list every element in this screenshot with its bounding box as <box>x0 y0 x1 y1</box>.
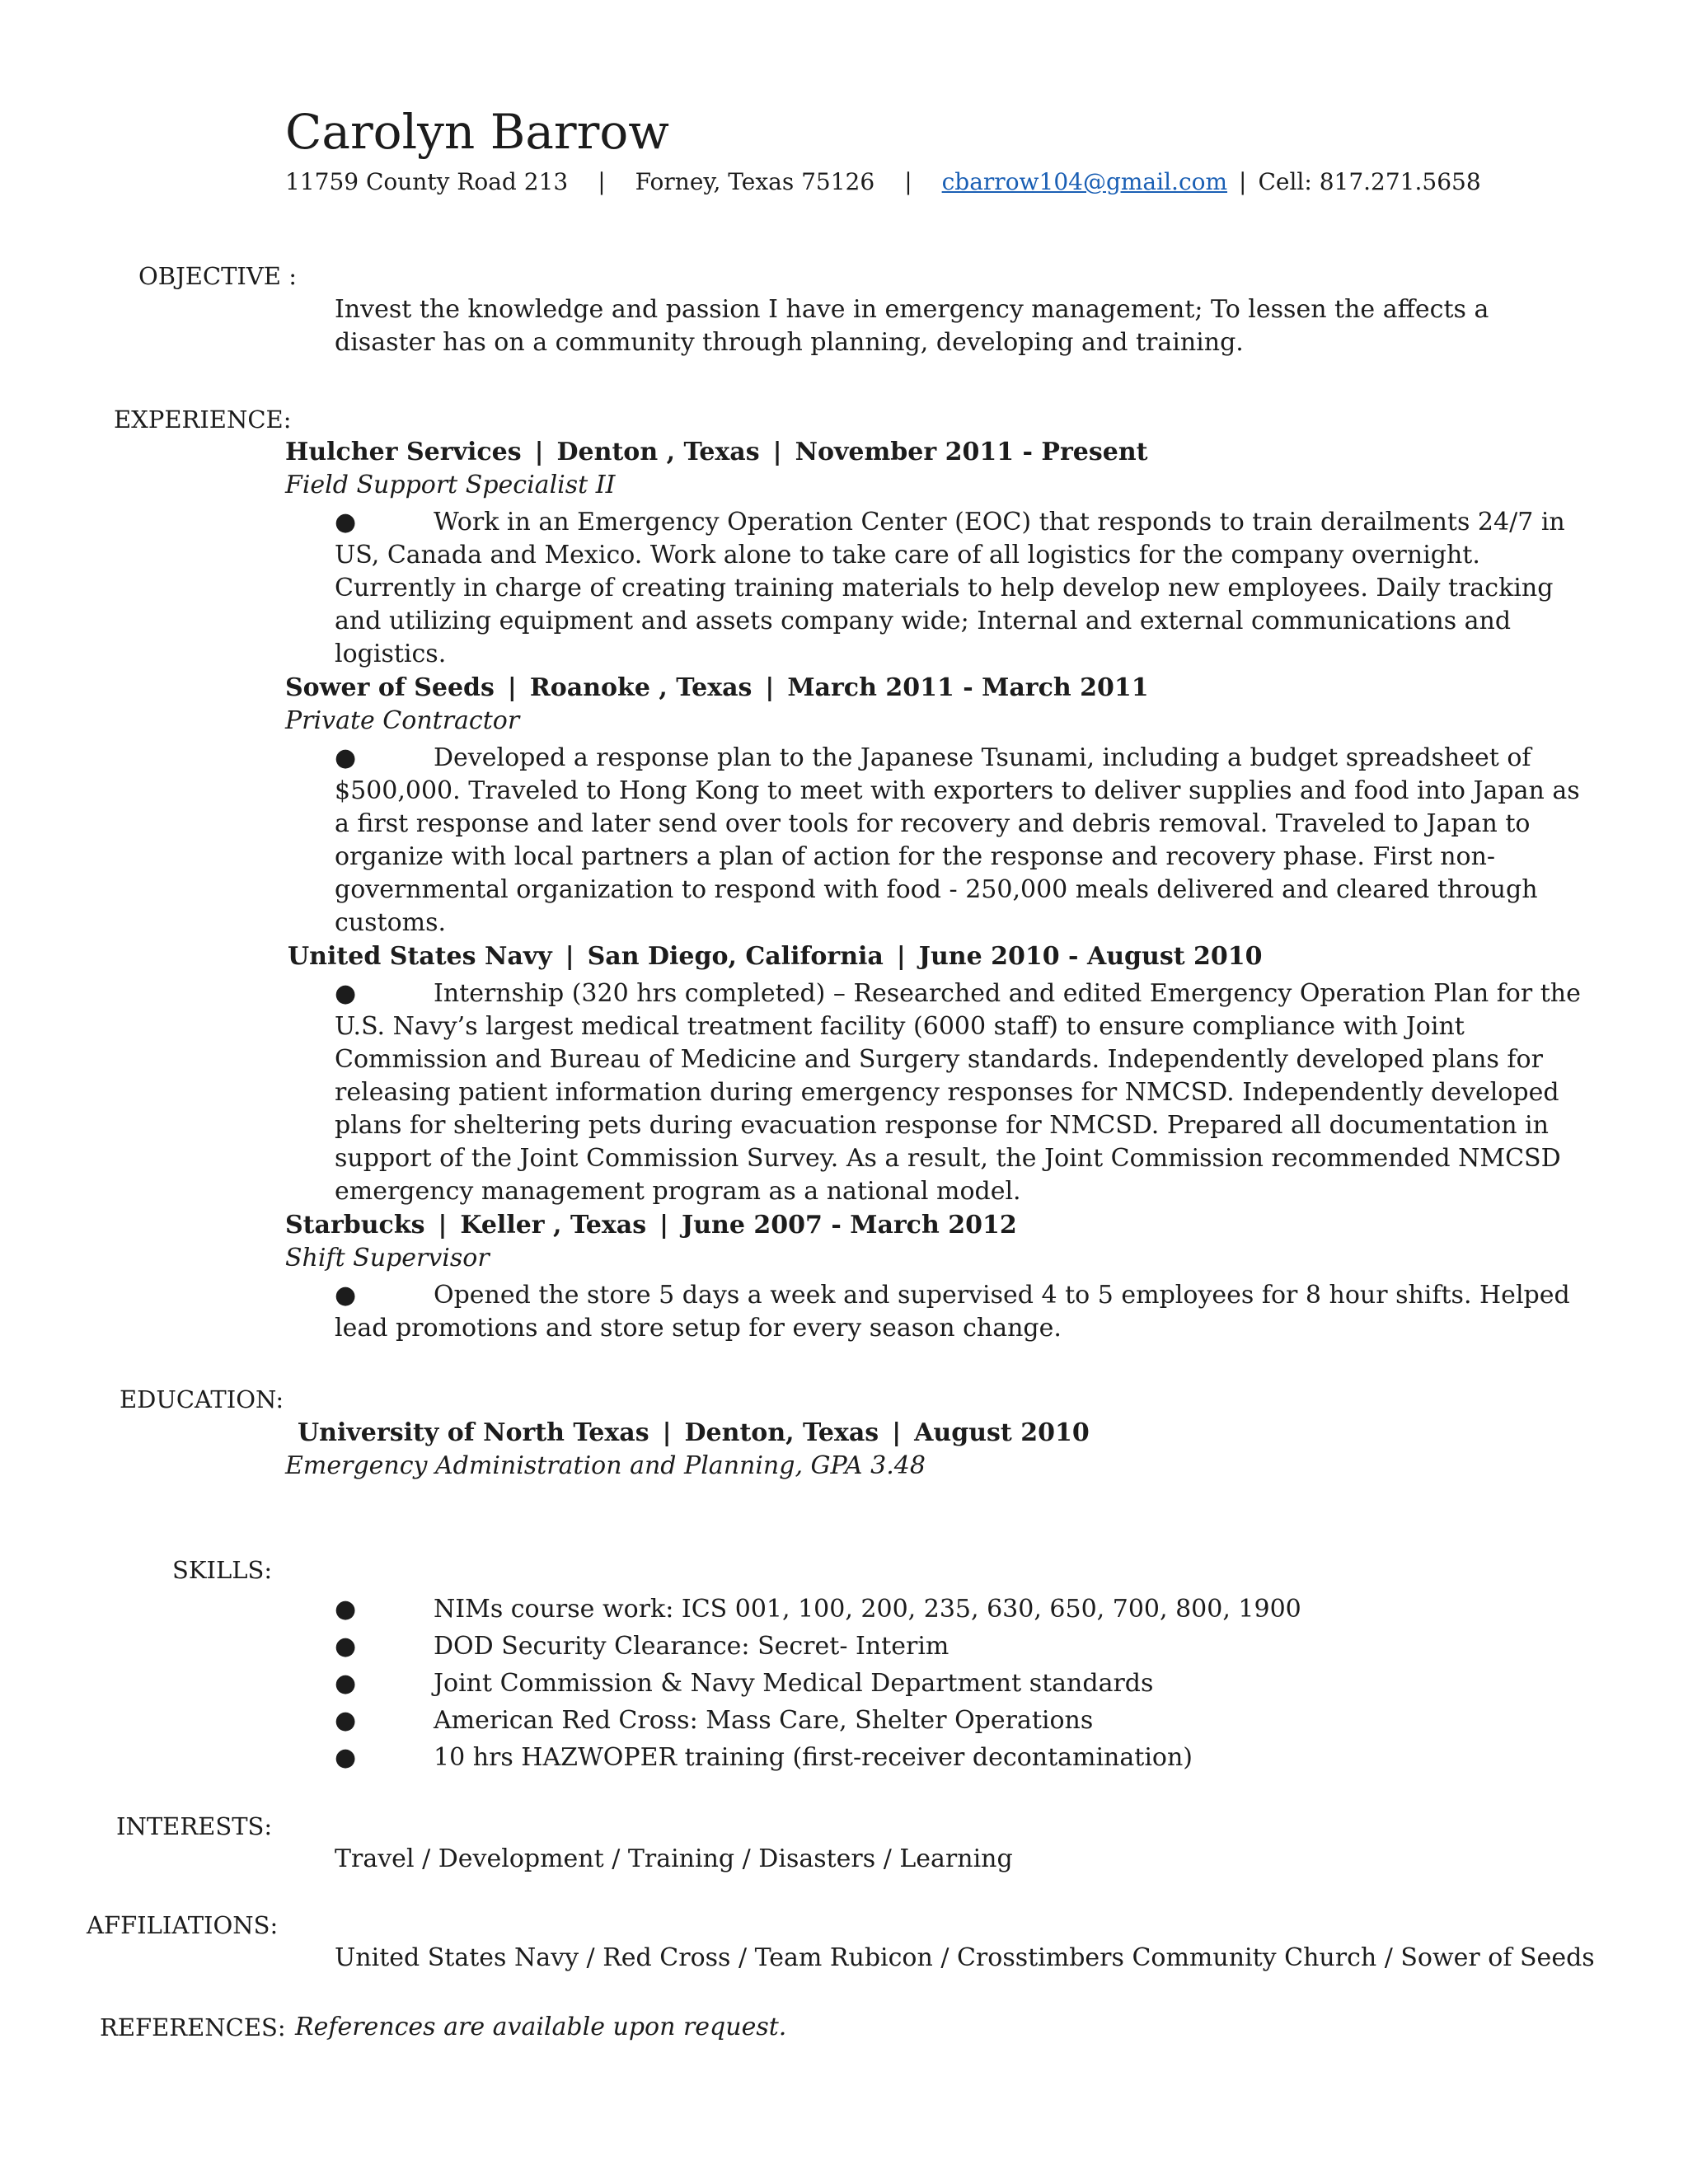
location: San Diego, California <box>587 942 884 971</box>
skills-heading: SKILLS: <box>172 1556 273 1584</box>
affiliations-heading: AFFILIATIONS: <box>87 1911 279 1939</box>
job-heading <box>285 436 1148 469</box>
job-description <box>335 506 1587 671</box>
location: Keller , Texas <box>460 1211 647 1240</box>
skill-text: DOD Security Clearance: Secret- Interim <box>434 1632 950 1661</box>
separator: | <box>659 1211 669 1240</box>
education-heading-line <box>298 1417 1090 1450</box>
separator: | <box>565 942 574 971</box>
company: Sower of Seeds <box>285 673 495 702</box>
description-text: Internship (320 hrs completed) – Researched and edited Emergency Operation Plan for the U.S. Navy’s largest medical treatment facility (6000 staff) to ensure compliance with Joint Commission and Bureau of Medicine and Surgery standards. Independently developed plans for releasing patient information during emergency responses for NMCSD. Independently developed plans for sheltering pets during evacuation response for NMCSD. Prepared all documentation in support of the Joint Commission Survey. As a result, the Joint Commission recommended NMCSD emergency management program as a national model. <box>335 979 1581 1206</box>
references-text: References are available upon request. <box>295 2013 787 2041</box>
education-heading: EDUCATION: <box>120 1385 284 1413</box>
bullet-icon: ● <box>335 743 357 772</box>
skill-text: NIMs course work: ICS 001, 100, 200, 235, 630, 650, 700, 800, 1900 <box>434 1595 1301 1624</box>
location: Roanoke , Texas <box>529 673 753 702</box>
address: 11759 County Road 213 <box>285 168 569 195</box>
list-item <box>335 1628 1301 1665</box>
school: University of North Texas <box>298 1418 649 1447</box>
bullet-icon: ● <box>335 1595 357 1624</box>
separator: | <box>896 942 906 971</box>
job-description <box>335 977 1587 1208</box>
affiliations-text: United States Navy / Red Cross / Team Rubicon / Crosstimbers Community Church / Sower of Seeds <box>335 1943 1595 1972</box>
references-heading: REFERENCES: <box>100 2013 286 2041</box>
job-title: Private Contractor <box>285 706 520 735</box>
dates: June 2007 - March 2012 <box>682 1211 1017 1240</box>
separator: | <box>1239 168 1247 195</box>
job-description <box>335 742 1587 940</box>
description-text: Opened the store 5 days a week and supervised 4 to 5 employees for 8 hour shifts. Helped lead promotions and store setup for every season change. <box>335 1281 1570 1343</box>
separator: | <box>772 438 782 466</box>
experience-heading: EXPERIENCE: <box>114 405 292 434</box>
description-text: Developed a response plan to the Japanese Tsunami, including a budget spreadsheet of $500,000. Traveled to Hong Kong to meet with exporters to deliver supplies and food into Japan as a first response and later send over tools for recovery and debris removal. Traveled to Japan to organize with local partners a plan of action for the response and recovery phase. First non-governmental organization to respond with food - 250,000 meals delivered and cleared through customs. <box>335 743 1580 937</box>
separator: | <box>598 168 606 195</box>
company: Starbucks <box>285 1211 425 1240</box>
company: United States Navy <box>288 942 552 971</box>
list-item <box>335 1702 1301 1739</box>
skill-text: 10 hrs HAZWOPER training (first-receiver decontamination) <box>434 1743 1193 1772</box>
bullet-icon: ● <box>335 1743 357 1772</box>
list-item <box>335 1591 1301 1628</box>
job-heading <box>288 940 1263 973</box>
phone: Cell: 817.271.5658 <box>1258 168 1481 195</box>
contact-line <box>285 166 1481 198</box>
applicant-name: Carolyn Barrow <box>285 104 669 160</box>
objective-text: Invest the knowledge and passion I have in emergency management; To lessen the affects a disaster has on a community through planning, developing and training. <box>335 295 1489 357</box>
dates: June 2010 - August 2010 <box>918 942 1263 971</box>
separator: | <box>765 673 775 702</box>
separator: | <box>662 1418 672 1447</box>
separator: | <box>904 168 912 195</box>
dates: November 2011 - Present <box>795 438 1148 466</box>
bullet-icon: ● <box>335 1706 357 1735</box>
skill-text: American Red Cross: Mass Care, Shelter Operations <box>434 1706 1094 1735</box>
job-title: Field Support Specialist II <box>285 471 616 499</box>
bullet-icon: ● <box>335 1632 357 1661</box>
location: Denton , Texas <box>556 438 760 466</box>
bullet-icon: ● <box>335 508 357 537</box>
graduation-date: August 2010 <box>914 1418 1090 1447</box>
interests-heading: INTERESTS: <box>116 1812 273 1840</box>
job-title: Shift Supervisor <box>285 1244 490 1272</box>
separator: | <box>438 1211 448 1240</box>
skills-list <box>335 1591 1301 1776</box>
email-link[interactable]: cbarrow104@gmail.com <box>941 168 1228 195</box>
dates: March 2011 - March 2011 <box>787 673 1149 702</box>
company: Hulcher Services <box>285 438 522 466</box>
degree: Emergency Administration and Planning, GPA 3.48 <box>285 1451 926 1480</box>
interests-text: Travel / Development / Training / Disasters / Learning <box>335 1844 1013 1873</box>
list-item <box>335 1665 1301 1702</box>
location: Denton, Texas <box>684 1418 879 1447</box>
separator: | <box>507 673 517 702</box>
bullet-icon: ● <box>335 979 357 1008</box>
job-heading <box>285 672 1149 705</box>
objective-heading: OBJECTIVE : <box>138 262 297 290</box>
job-description <box>335 1279 1587 1345</box>
separator: | <box>892 1418 902 1447</box>
list-item <box>335 1739 1301 1776</box>
bullet-icon: ● <box>335 1281 357 1310</box>
bullet-icon: ● <box>335 1669 357 1698</box>
description-text: Work in an Emergency Operation Center (EOC) that responds to train derailments 24/7 in US, Canada and Mexico. Work alone to take care of all logistics for the company overnight. Currently in charge of creating training materials to help develop new employees. Daily tracking and utilizing equipment and assets company wide; Internal and external communications and logistics. <box>335 508 1565 668</box>
job-heading <box>285 1209 1017 1242</box>
skill-text: Joint Commission & Navy Medical Department standards <box>434 1669 1154 1698</box>
separator: | <box>534 438 544 466</box>
city-state-zip: Forney, Texas 75126 <box>635 168 875 195</box>
